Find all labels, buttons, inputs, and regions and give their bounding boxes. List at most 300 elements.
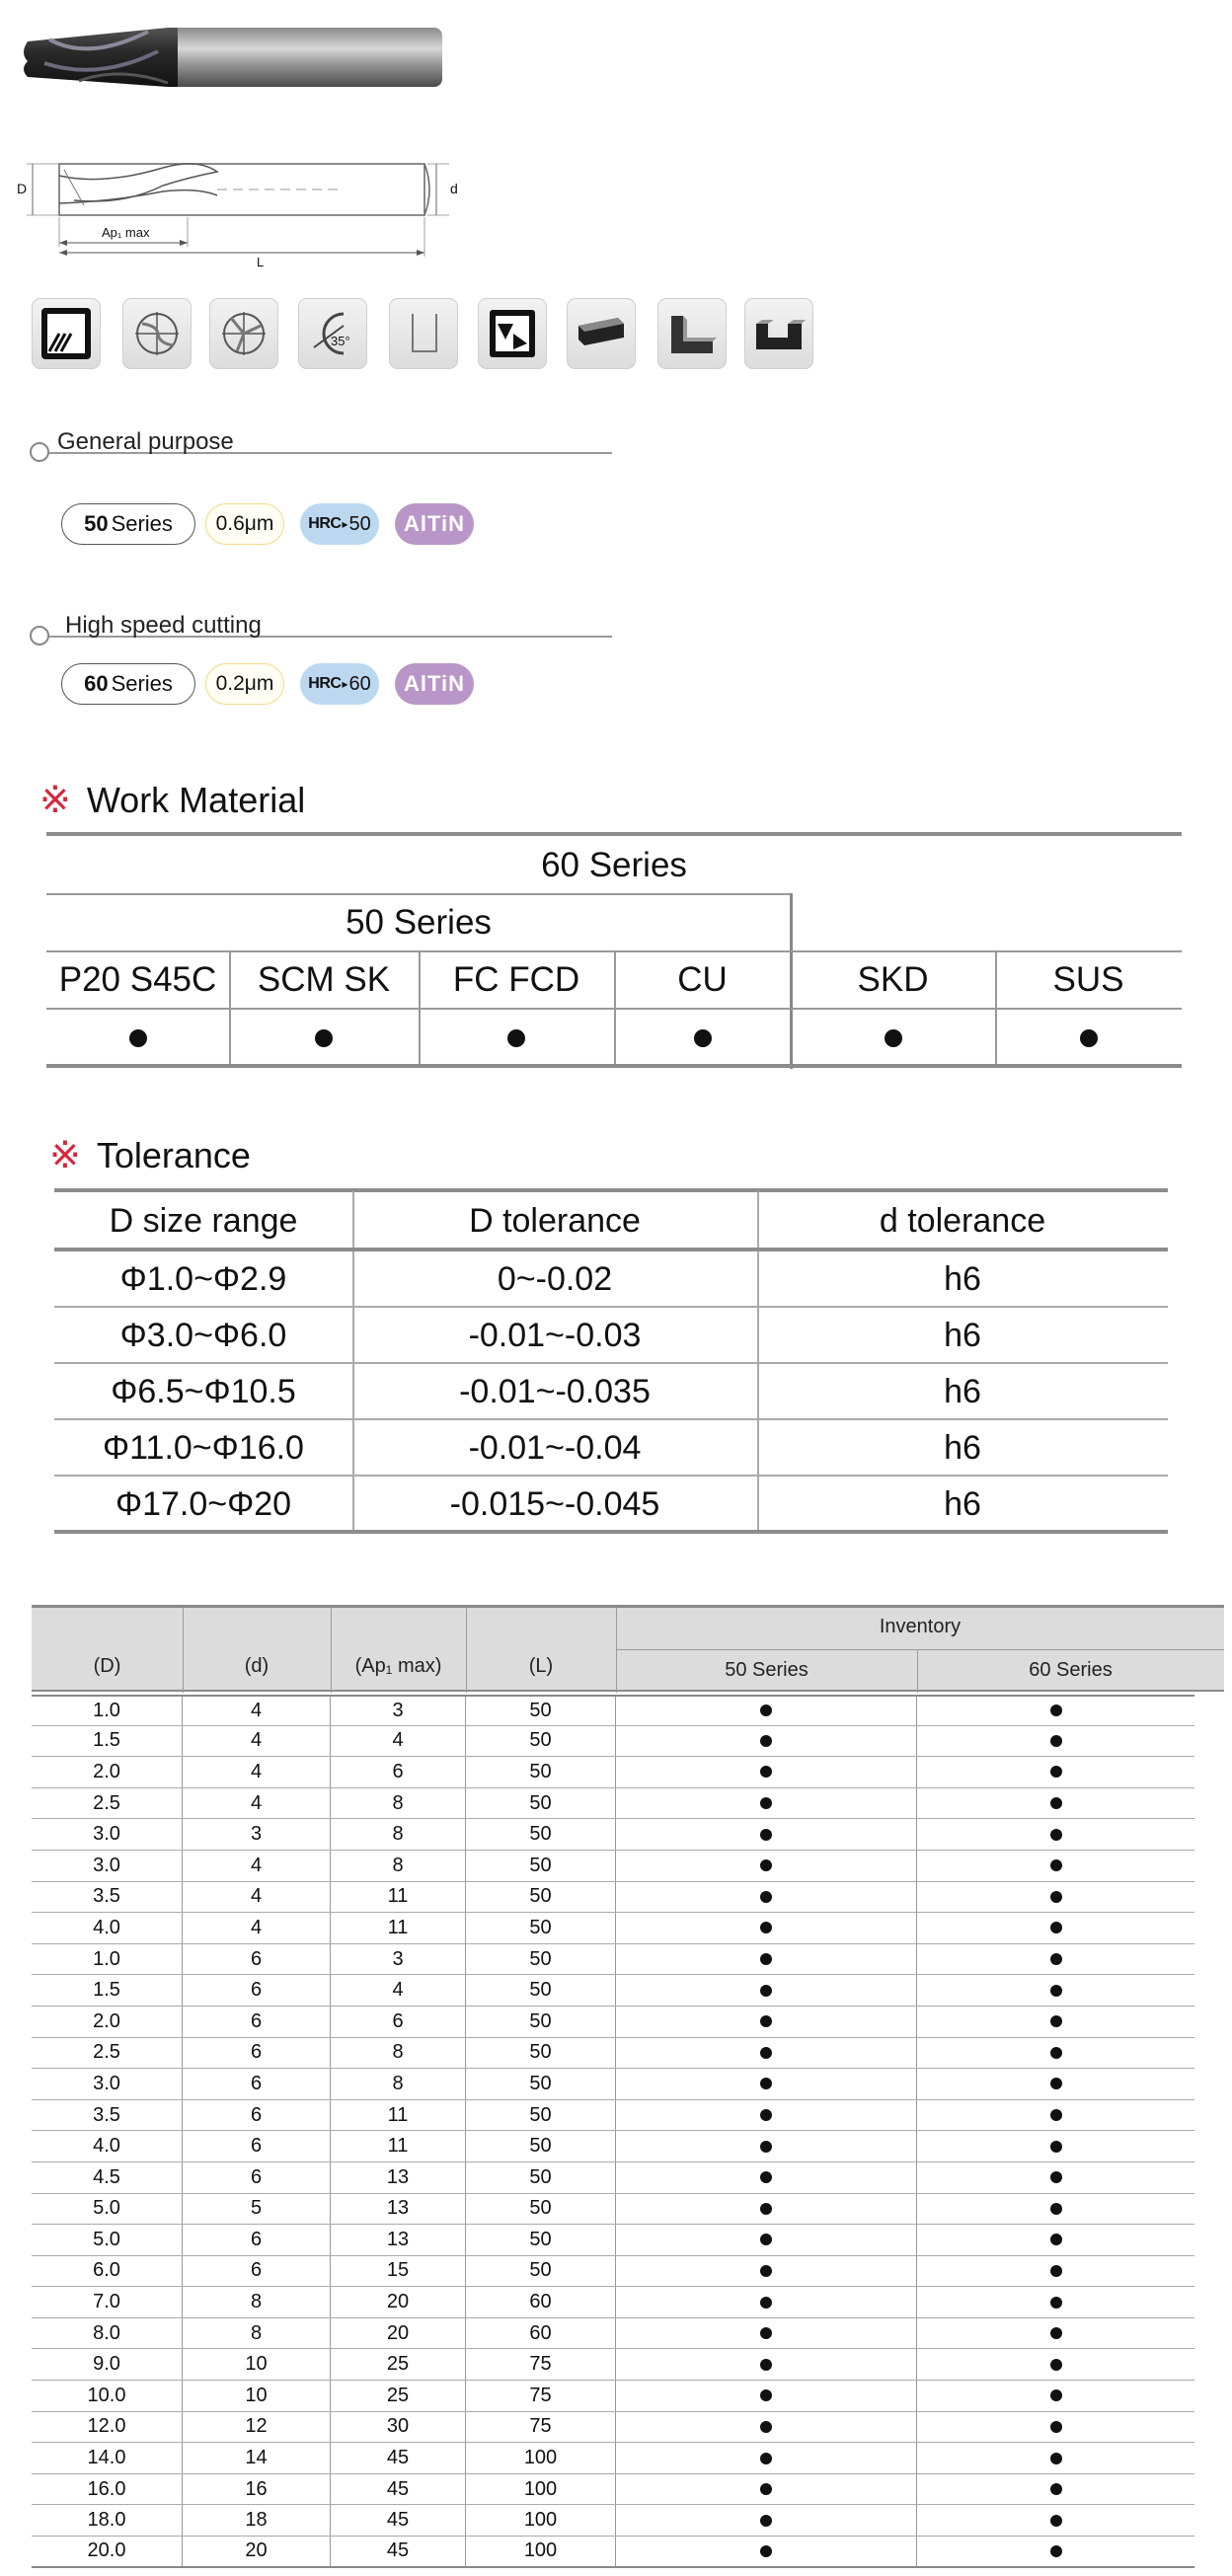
stock-60-series	[917, 2318, 1194, 2349]
three-flute-icon	[209, 298, 278, 369]
stock-60-series	[917, 1697, 1194, 1725]
cell-d: 4	[183, 1757, 331, 1787]
cell-D: 1.5	[32, 1726, 183, 1757]
hrc-label: HRC	[308, 515, 342, 532]
cell-ap: 25	[331, 2381, 466, 2411]
cell-ap: 8	[331, 1788, 466, 1819]
cell-D: 8.0	[32, 2318, 183, 2349]
stock-60-series	[917, 2505, 1194, 2536]
in-stock-dot	[760, 1859, 772, 1871]
reference-mark-icon: ※	[39, 780, 71, 821]
stock-50-series	[616, 2131, 917, 2161]
cell-d: 4	[183, 1913, 331, 1943]
in-stock-dot	[760, 2327, 772, 2339]
cell-D: 3.0	[32, 2069, 183, 2099]
cell-L: 50	[466, 2225, 616, 2255]
slotting-icon	[744, 298, 813, 369]
cell-L: 50	[466, 2162, 616, 2193]
cell-D: 3.5	[32, 1882, 183, 1913]
in-stock-dot	[760, 2297, 772, 2309]
material-header: P20 S45C	[58, 960, 217, 999]
cell-L: 50	[466, 2194, 616, 2225]
tolerance-cell: Φ11.0~Φ16.0	[103, 1429, 304, 1467]
stock-50-series	[616, 2505, 917, 2536]
material-header: SUS	[1052, 960, 1124, 999]
cell-d: 3	[183, 1819, 331, 1850]
in-stock-dot	[1050, 2234, 1062, 2245]
stock-60-series	[917, 1913, 1194, 1943]
stock-60-series	[917, 2349, 1194, 2380]
table-row	[32, 2287, 1194, 2318]
stock-50-series	[616, 1975, 917, 2006]
in-stock-dot	[1050, 1766, 1062, 1778]
inventory-header	[32, 1605, 1224, 1692]
in-stock-dot	[1050, 2047, 1062, 2059]
row-divider	[54, 1418, 1168, 1420]
in-stock-dot	[760, 2389, 772, 2401]
tolerance-cell: Φ17.0~Φ20	[115, 1485, 292, 1523]
stock-60-series	[917, 2038, 1194, 2069]
cell-ap: 8	[331, 1851, 466, 1881]
cell-ap: 11	[331, 2100, 466, 2131]
table-row	[32, 2443, 1194, 2474]
cell-d: 4	[183, 1726, 331, 1757]
cell-L: 50	[466, 1913, 616, 1943]
material-header: SKD	[857, 960, 929, 999]
compatibility-dot	[315, 1029, 333, 1047]
stock-50-series	[616, 2225, 917, 2255]
stock-60-series	[917, 2537, 1194, 2566]
cell-D: 2.0	[32, 2007, 183, 2037]
in-stock-dot	[760, 1829, 772, 1841]
in-stock-dot	[760, 2078, 772, 2089]
cell-ap: 45	[331, 2537, 466, 2566]
cell-L: 50	[466, 1788, 616, 1819]
cell-L: 50	[466, 1819, 616, 1850]
cell-L: 50	[466, 1757, 616, 1787]
cell-ap: 8	[331, 2038, 466, 2069]
table-row	[32, 2162, 1194, 2194]
series-50-header: 50 Series	[346, 903, 492, 942]
dimension-drawing	[15, 156, 469, 269]
in-stock-dot	[760, 1922, 772, 1933]
in-stock-dot	[1050, 2389, 1062, 2401]
cell-L: 100	[466, 2537, 616, 2566]
stock-50-series	[616, 1697, 917, 1725]
cell-D: 12.0	[32, 2412, 183, 2443]
row-divider	[54, 1306, 1168, 1308]
col-header-L: (L)	[528, 1655, 554, 1677]
material-header: SCM SK	[257, 960, 391, 999]
cell-d: 6	[183, 2131, 331, 2161]
cell-L: 50	[466, 1851, 616, 1881]
cell-d: 6	[183, 2038, 331, 2069]
hardness-badge: HRC ▸ 50	[300, 503, 379, 545]
stock-60-series	[917, 1851, 1194, 1881]
tolerance-cell: h6	[944, 1317, 981, 1354]
stock-50-series	[616, 2287, 917, 2317]
hardness-badge: HRC ▸ 60	[300, 663, 379, 705]
cell-D: 7.0	[32, 2287, 183, 2317]
in-stock-dot	[1050, 2015, 1062, 2027]
stock-50-series	[616, 2100, 917, 2131]
col-header-60-series: 60 Series	[1029, 1659, 1113, 1681]
tolerance-cell: h6	[944, 1485, 981, 1523]
table-row	[32, 2038, 1194, 2070]
cell-ap: 6	[331, 1757, 466, 1787]
stock-60-series	[917, 1757, 1194, 1787]
hrc-value: 50	[348, 512, 371, 535]
cell-ap: 13	[331, 2194, 466, 2225]
table-row	[32, 1944, 1194, 1976]
in-stock-dot	[760, 1891, 772, 1903]
cell-d: 6	[183, 1975, 331, 2006]
table-row	[32, 2381, 1194, 2412]
series-50-badge	[61, 503, 195, 545]
cell-ap: 30	[331, 2412, 466, 2443]
in-stock-dot	[1050, 1922, 1062, 1933]
stock-60-series	[917, 2131, 1194, 2161]
cell-d: 6	[183, 2225, 331, 2255]
stock-50-series	[616, 2038, 917, 2069]
dim-ap-label: Ap₁ max	[102, 225, 150, 240]
cell-L: 50	[466, 1944, 616, 1975]
cell-d: 4	[183, 1882, 331, 1913]
in-stock-dot	[760, 1766, 772, 1778]
cell-ap: 45	[331, 2505, 466, 2536]
in-stock-dot	[1050, 2453, 1062, 2464]
coating-badge: AlTiN	[395, 503, 474, 545]
cell-D: 2.5	[32, 2038, 183, 2069]
stock-60-series	[917, 2474, 1194, 2505]
table-row	[32, 2537, 1194, 2568]
dim-D-label: D	[17, 181, 28, 196]
cell-L: 50	[466, 1726, 616, 1757]
stock-60-series	[917, 2100, 1194, 2131]
compatibility-dot	[1080, 1029, 1098, 1047]
surface-finish-badge: 0.2μm	[205, 663, 284, 705]
table-row	[32, 1695, 1194, 1726]
general-purpose-section	[30, 428, 612, 458]
in-stock-dot	[760, 1985, 772, 1997]
stock-60-series	[917, 2007, 1194, 2037]
cell-L: 50	[466, 2069, 616, 2099]
in-stock-dot	[760, 1705, 772, 1716]
cell-ap: 45	[331, 2474, 466, 2505]
in-stock-dot	[760, 2234, 772, 2245]
stock-60-series	[917, 2381, 1194, 2411]
tolerance-cell: -0.01~-0.04	[468, 1429, 642, 1467]
tolerance-cell: -0.01~-0.035	[459, 1373, 651, 1410]
in-stock-dot	[1050, 2421, 1062, 2433]
cell-D: 2.0	[32, 1757, 183, 1787]
col-header-50-series: 50 Series	[725, 1659, 808, 1681]
table-row	[32, 1757, 1194, 1788]
cell-ap: 25	[331, 2349, 466, 2380]
in-stock-dot	[1050, 2078, 1062, 2089]
in-stock-dot	[760, 1797, 772, 1809]
cell-L: 60	[466, 2318, 616, 2349]
stock-50-series	[616, 1851, 917, 1881]
table-row	[32, 2349, 1194, 2381]
high-speed-title: High speed cutting	[65, 612, 262, 639]
stock-50-series	[616, 2412, 917, 2443]
in-stock-dot	[760, 2453, 772, 2464]
cell-D: 5.0	[32, 2225, 183, 2255]
stock-50-series	[616, 1757, 917, 1787]
cell-ap: 11	[331, 2131, 466, 2161]
cell-d: 16	[183, 2474, 331, 2505]
series-60-header: 60 Series	[541, 846, 687, 884]
in-stock-dot	[1050, 1829, 1062, 1841]
cell-ap: 8	[331, 1819, 466, 1850]
stock-60-series	[917, 2225, 1194, 2255]
stock-50-series	[616, 2318, 917, 2349]
in-stock-dot	[1050, 2265, 1062, 2277]
stock-50-series	[616, 2069, 917, 2099]
table-row	[32, 2069, 1194, 2100]
in-stock-dot	[1050, 1859, 1062, 1871]
stock-50-series	[616, 1726, 917, 1757]
row-divider	[54, 1475, 1168, 1477]
stock-60-series	[917, 1882, 1194, 1913]
tolerance-cell: h6	[944, 1260, 981, 1298]
cell-d: 6	[183, 2100, 331, 2131]
table-row	[32, 2100, 1194, 2132]
stock-60-series	[917, 2069, 1194, 2099]
cell-d: 5	[183, 2194, 331, 2225]
in-stock-dot	[1050, 2545, 1062, 2557]
cell-D: 3.5	[32, 2100, 183, 2131]
dim-L-label: L	[257, 255, 265, 269]
cell-D: 4.0	[32, 1913, 183, 1943]
cell-L: 75	[466, 2349, 616, 2380]
cell-ap: 13	[331, 2162, 466, 2193]
stock-50-series	[616, 2007, 917, 2037]
cell-d: 6	[183, 2069, 331, 2099]
cell-L: 50	[466, 2131, 616, 2161]
in-stock-dot	[1050, 2141, 1062, 2153]
stock-50-series	[616, 2256, 917, 2287]
stock-50-series	[616, 1882, 917, 1913]
in-stock-dot	[1050, 1735, 1062, 1747]
cell-L: 50	[466, 2100, 616, 2131]
cell-d: 8	[183, 2287, 331, 2317]
cell-L: 50	[466, 1975, 616, 2006]
table-row	[32, 2412, 1194, 2444]
cell-ap: 6	[331, 2007, 466, 2037]
series-number: 60	[84, 671, 109, 696]
in-stock-dot	[760, 2515, 772, 2527]
cell-ap: 4	[331, 1975, 466, 2006]
cell-ap: 11	[331, 1882, 466, 1913]
stock-60-series	[917, 2412, 1194, 2443]
stock-60-series	[917, 2194, 1194, 2225]
cell-L: 50	[466, 1882, 616, 1913]
cell-D: 2.5	[32, 1788, 183, 1819]
tolerance-cell: h6	[944, 1429, 981, 1467]
in-stock-dot	[760, 1953, 772, 1965]
cell-D: 14.0	[32, 2443, 183, 2473]
cell-ap: 15	[331, 2256, 466, 2287]
square-end-icon	[389, 298, 458, 369]
tolerance-cell: -0.015~-0.045	[449, 1485, 660, 1523]
table-row	[32, 2256, 1194, 2288]
stock-60-series	[917, 1819, 1194, 1850]
stock-60-series	[917, 1975, 1194, 2006]
cell-L: 50	[466, 1697, 616, 1725]
work-material-title: Work Material	[86, 779, 306, 820]
tolerance-col-header: D size range	[109, 1202, 298, 1240]
svg-text:35°: 35°	[331, 334, 350, 348]
hrc-label: HRC	[308, 675, 342, 692]
in-stock-dot	[760, 2203, 772, 2215]
cell-L: 75	[466, 2412, 616, 2443]
in-stock-dot	[760, 2109, 772, 2121]
dim-d-label: d	[450, 181, 458, 196]
table-row	[32, 2474, 1194, 2506]
stock-50-series	[616, 2381, 917, 2411]
col-header-d: (d)	[244, 1655, 270, 1677]
table-row	[32, 2131, 1194, 2162]
stock-50-series	[616, 1944, 917, 1975]
in-stock-dot	[1050, 2171, 1062, 2183]
cell-L: 100	[466, 2474, 616, 2505]
in-stock-dot	[1050, 2327, 1062, 2339]
table-row	[32, 1882, 1194, 1914]
end-mill-photo	[20, 22, 444, 93]
cell-d: 6	[183, 2256, 331, 2287]
compatibility-dot	[694, 1029, 712, 1047]
cell-ap: 20	[331, 2318, 466, 2349]
cell-D: 10.0	[32, 2381, 183, 2411]
in-stock-dot	[1050, 1985, 1062, 1997]
reference-mark-icon: ※	[49, 1135, 81, 1176]
series-60-badge	[61, 663, 195, 705]
work-material-table	[46, 832, 1182, 1069]
cell-d: 8	[183, 2318, 331, 2349]
cell-D: 1.5	[32, 1975, 183, 2006]
tolerance-table	[54, 1188, 1168, 1534]
cell-d: 14	[183, 2443, 331, 2473]
tolerance-cell: Φ3.0~Φ6.0	[119, 1317, 287, 1354]
in-stock-dot	[760, 2171, 772, 2183]
stock-60-series	[917, 2162, 1194, 2193]
table-row	[32, 1913, 1194, 1944]
table-row	[32, 2505, 1194, 2537]
in-stock-dot	[760, 2141, 772, 2153]
col-header-inventory: Inventory	[879, 1616, 962, 1637]
tolerance-col-header: D tolerance	[469, 1202, 641, 1240]
table-row	[32, 1788, 1194, 1820]
cell-d: 10	[183, 2381, 331, 2411]
tolerance-cell: Φ6.5~Φ10.5	[111, 1373, 296, 1410]
stock-50-series	[616, 1819, 917, 1850]
cell-D: 1.0	[32, 1944, 183, 1975]
table-row	[32, 1819, 1194, 1851]
in-stock-dot	[1050, 2203, 1062, 2215]
cell-D: 4.0	[32, 2131, 183, 2161]
in-stock-dot	[1050, 2359, 1062, 2371]
col-header-D: (D)	[93, 1655, 121, 1677]
table-row	[32, 1726, 1194, 1758]
in-stock-dot	[760, 2265, 772, 2277]
cell-ap: 45	[331, 2443, 466, 2473]
helix-35-icon	[298, 298, 367, 369]
cell-L: 100	[466, 2505, 616, 2536]
material-header: FC FCD	[452, 960, 580, 999]
tolerance-heading	[49, 1133, 251, 1177]
cell-d: 4	[183, 1851, 331, 1881]
cell-d: 10	[183, 2349, 331, 2380]
surface-finish-badge: 0.6μm	[205, 503, 284, 545]
stock-60-series	[917, 1788, 1194, 1819]
table-row	[32, 2225, 1194, 2256]
tolerance-cell: 0~-0.02	[497, 1260, 613, 1298]
material-header: CU	[677, 960, 728, 999]
cell-ap: 4	[331, 1726, 466, 1757]
cell-d: 4	[183, 1697, 331, 1725]
cell-D: 9.0	[32, 2349, 183, 2380]
stock-50-series	[616, 2194, 917, 2225]
table-row	[32, 2007, 1194, 2038]
cell-d: 12	[183, 2412, 331, 2443]
cell-ap: 8	[331, 2069, 466, 2099]
stock-60-series	[917, 1944, 1194, 1975]
cell-d: 6	[183, 2162, 331, 2193]
in-stock-dot	[760, 2483, 772, 2495]
work-material-heading	[39, 778, 305, 822]
cell-d: 20	[183, 2537, 331, 2566]
col-header-ap: (Ap₁ max)	[354, 1655, 442, 1677]
cell-ap: 3	[331, 1944, 466, 1975]
in-stock-dot	[760, 2421, 772, 2433]
in-stock-dot	[1050, 2297, 1062, 2309]
table-row	[32, 2318, 1194, 2350]
cell-D: 20.0	[32, 2537, 183, 2566]
in-stock-dot	[760, 2545, 772, 2557]
cell-ap: 20	[331, 2287, 466, 2317]
stock-50-series	[616, 2162, 917, 2193]
cell-L: 50	[466, 2256, 616, 2287]
compatibility-dot	[129, 1029, 147, 1047]
tolerance-cell: -0.01~-0.03	[468, 1317, 642, 1354]
cell-d: 6	[183, 1944, 331, 1975]
stock-60-series	[917, 1726, 1194, 1757]
table-row	[32, 1975, 1194, 2007]
stock-50-series	[616, 2474, 917, 2505]
center-cutting-icon	[478, 298, 547, 369]
cell-D: 3.0	[32, 1851, 183, 1881]
cell-ap: 13	[331, 2225, 466, 2255]
row-divider	[54, 1362, 1168, 1364]
cell-D: 3.0	[32, 1819, 183, 1850]
shoulder-milling-icon	[657, 298, 727, 369]
stock-50-series	[616, 2537, 917, 2566]
cell-ap: 3	[331, 1697, 466, 1725]
stock-50-series	[616, 1913, 917, 1943]
in-stock-dot	[760, 2047, 772, 2059]
cell-ap: 11	[331, 1913, 466, 1943]
series-word: Series	[111, 671, 173, 696]
in-stock-dot	[1050, 2483, 1062, 2495]
coated-carbide-icon	[32, 298, 101, 369]
cell-d: 6	[183, 2007, 331, 2037]
cell-D: 18.0	[32, 2505, 183, 2536]
in-stock-dot	[1050, 2515, 1062, 2527]
in-stock-dot	[1050, 1891, 1062, 1903]
in-stock-dot	[1050, 1953, 1062, 1965]
